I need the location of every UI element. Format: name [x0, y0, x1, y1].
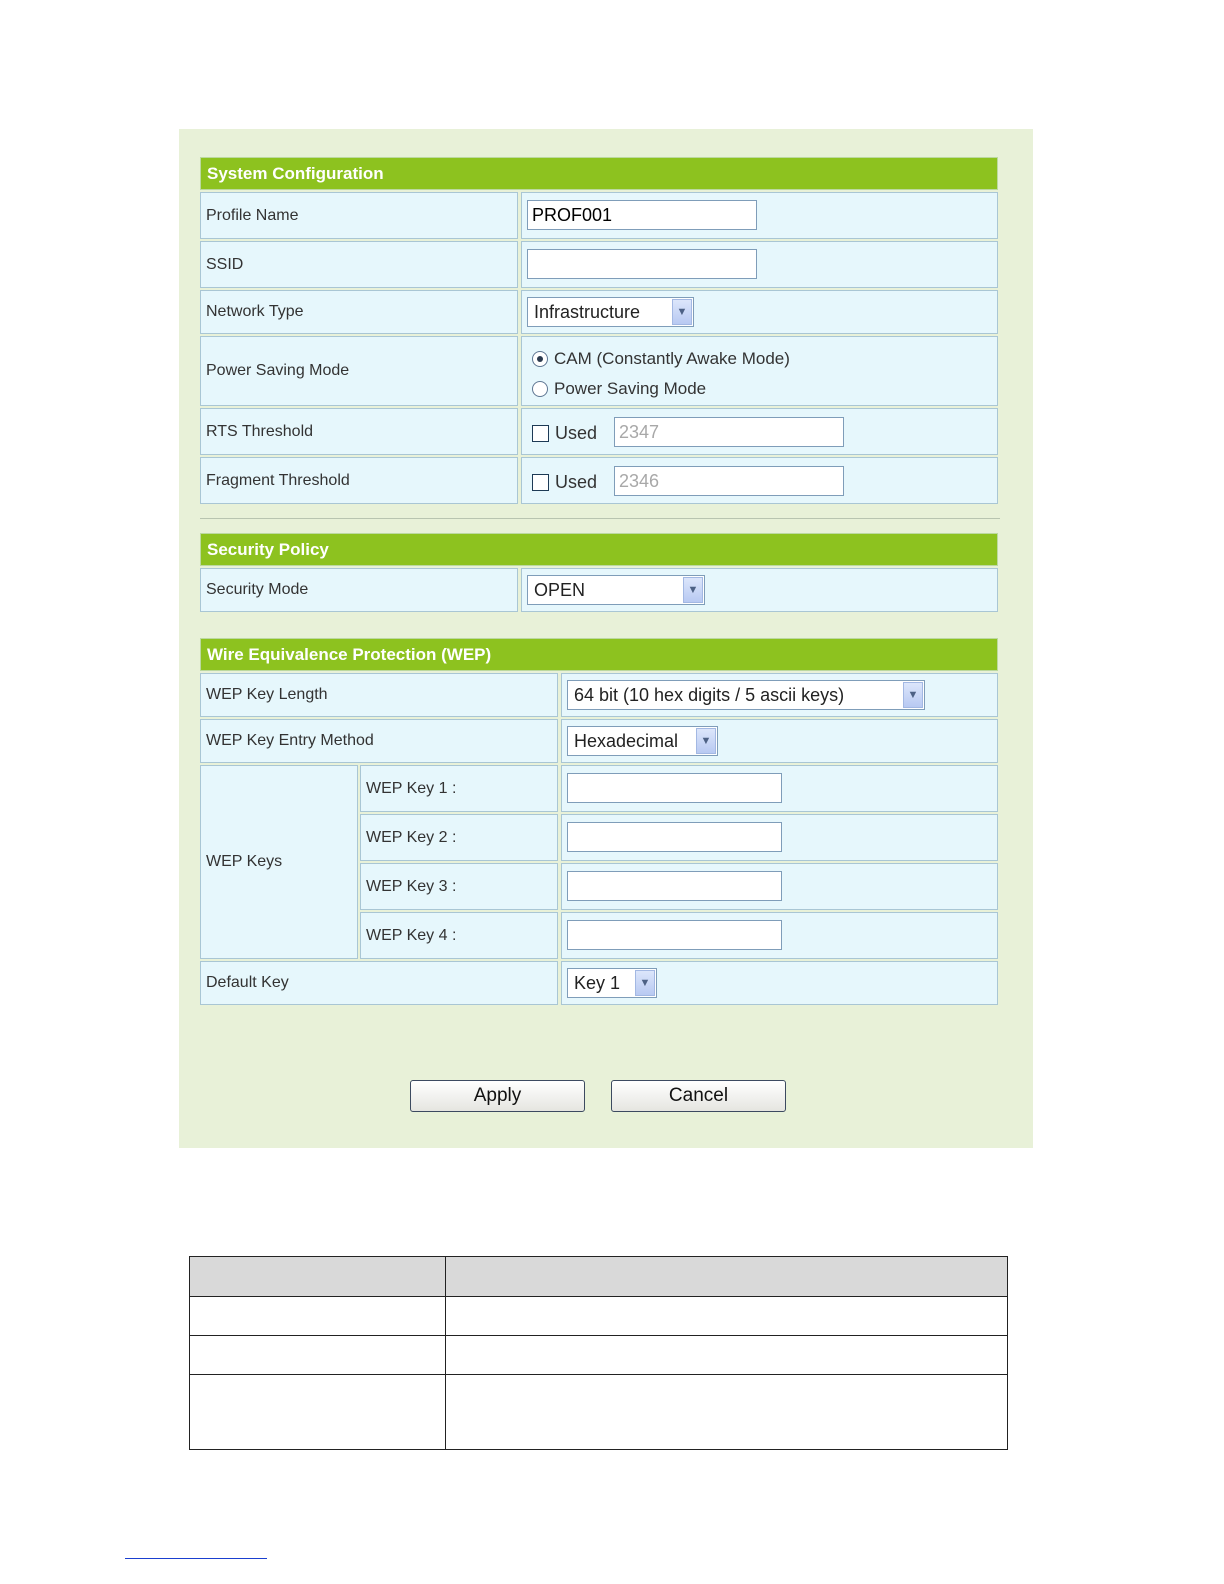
- chevron-down-icon[interactable]: ▼: [903, 682, 923, 708]
- security-mode-label-cell: [200, 568, 518, 612]
- ssid-label-cell: [200, 241, 518, 288]
- wep-entry-method-value-cell: [561, 719, 998, 763]
- table-row: [190, 1375, 1008, 1450]
- security-mode-value-cell: [521, 568, 998, 612]
- chevron-down-icon[interactable]: ▼: [635, 970, 655, 996]
- fragment-used-label: Used: [555, 472, 598, 492]
- security-policy-title: Security Policy: [207, 539, 329, 559]
- rts-threshold-input[interactable]: [614, 417, 844, 447]
- table-row: [190, 1336, 1008, 1375]
- network-type-value-cell: [521, 290, 998, 334]
- rts-threshold-label: RTS Threshold: [206, 422, 314, 440]
- wep-key4-input[interactable]: [567, 920, 782, 950]
- wep-key1-label-cell: [360, 765, 558, 812]
- power-saving-value-cell: [521, 336, 998, 406]
- wep-key-length-label: WEP Key Length: [206, 686, 328, 703]
- wep-key2-label: WEP Key 2 :: [366, 828, 457, 846]
- radio-unselected-icon[interactable]: [532, 381, 548, 397]
- wep-key3-label: WEP Key 3 :: [366, 877, 457, 895]
- wep-key-length-select[interactable]: [567, 680, 925, 710]
- power-option-cam-label: CAM (Constantly Awake Mode): [554, 349, 790, 368]
- profile-name-value-cell: [521, 192, 998, 239]
- power-option-psm[interactable]: [532, 374, 706, 404]
- wep-entry-method-selected: Hexadecimal: [574, 730, 679, 751]
- rts-threshold-value-cell: [521, 408, 998, 455]
- table-cell: [190, 1375, 446, 1450]
- wep-key1-label: WEP Key 1 :: [366, 779, 457, 797]
- chevron-down-icon[interactable]: ▼: [696, 728, 716, 754]
- wep-key1-value-cell: [561, 765, 998, 812]
- profile-name-label: Profile Name: [206, 206, 299, 224]
- wep-title: Wire Equivalence Protection (WEP): [207, 644, 492, 664]
- wep-key3-value-cell: [561, 863, 998, 910]
- table-header-row: [190, 1257, 1008, 1297]
- fragment-threshold-value-cell: [521, 457, 998, 504]
- rts-threshold-label-cell: [200, 408, 518, 455]
- wep-key-length-value-cell: [561, 673, 998, 717]
- footnote-rule: [125, 1558, 267, 1559]
- system-configuration-header: [200, 157, 998, 190]
- wep-header: [200, 638, 998, 671]
- wep-key2-label-cell: [360, 814, 558, 861]
- network-type-selected: Infrastructure: [534, 301, 641, 322]
- wep-key4-label: WEP Key 4 :: [366, 926, 457, 944]
- wep-keys-label-cell: [200, 765, 358, 959]
- default-key-label: Default Key: [206, 974, 289, 991]
- description-table: [189, 1256, 1008, 1450]
- power-option-cam[interactable]: [532, 344, 790, 374]
- fragment-threshold-label-cell: [200, 457, 518, 504]
- table-cell: [446, 1336, 1008, 1375]
- wep-key-length-selected: 64 bit (10 hex digits / 5 ascii keys): [574, 684, 845, 705]
- security-mode-selected: OPEN: [534, 579, 586, 600]
- chevron-down-icon[interactable]: ▼: [672, 299, 692, 325]
- table-row: [190, 1297, 1008, 1336]
- wep-key-length-label-cell: [200, 673, 558, 717]
- security-mode-label: Security Mode: [206, 581, 309, 598]
- default-key-label-cell: [200, 961, 558, 1005]
- profile-name-label-cell: [200, 192, 518, 239]
- radio-selected-icon[interactable]: [532, 351, 548, 367]
- table-header-cell: [446, 1257, 1008, 1297]
- ssid-input[interactable]: [527, 249, 757, 279]
- system-configuration-title: System Configuration: [207, 163, 384, 183]
- wep-key3-label-cell: [360, 863, 558, 910]
- wep-key3-input[interactable]: [567, 871, 782, 901]
- power-saving-label: Power Saving Mode: [206, 362, 350, 379]
- table-cell: [190, 1297, 446, 1336]
- table-cell: [446, 1297, 1008, 1336]
- apply-button[interactable]: Apply: [410, 1080, 585, 1112]
- fragment-used-checkbox[interactable]: [532, 474, 549, 491]
- default-key-select[interactable]: [567, 968, 657, 998]
- ssid-label: SSID: [206, 255, 244, 273]
- section-divider: [200, 518, 1000, 519]
- network-type-label-cell: [200, 290, 518, 334]
- rts-used-label: Used: [555, 423, 598, 443]
- default-key-value-cell: [561, 961, 998, 1005]
- table-cell: [446, 1375, 1008, 1450]
- wep-entry-method-label: WEP Key Entry Method: [206, 732, 374, 749]
- network-type-label: Network Type: [206, 303, 304, 320]
- wep-key4-value-cell: [561, 912, 998, 959]
- wep-key4-label-cell: [360, 912, 558, 959]
- wep-entry-method-select[interactable]: [567, 726, 718, 756]
- fragment-threshold-label: Fragment Threshold: [206, 471, 350, 489]
- security-mode-select[interactable]: [527, 575, 705, 605]
- wep-key2-value-cell: [561, 814, 998, 861]
- power-option-psm-label: Power Saving Mode: [554, 379, 707, 398]
- security-policy-header: [200, 533, 998, 566]
- table-cell: [190, 1336, 446, 1375]
- rts-used-checkbox[interactable]: [532, 425, 549, 442]
- table-header-cell: [190, 1257, 446, 1297]
- fragment-threshold-input[interactable]: [614, 466, 844, 496]
- network-type-select[interactable]: [527, 297, 694, 327]
- power-saving-label-cell: [200, 336, 518, 406]
- chevron-down-icon[interactable]: ▼: [683, 577, 703, 603]
- default-key-selected: Key 1: [574, 972, 621, 993]
- wep-entry-method-label-cell: [200, 719, 558, 763]
- wep-keys-label: WEP Keys: [206, 853, 283, 870]
- profile-name-input[interactable]: [527, 200, 757, 230]
- ssid-value-cell: [521, 241, 998, 288]
- cancel-button[interactable]: Cancel: [611, 1080, 786, 1112]
- wep-key2-input[interactable]: [567, 822, 782, 852]
- wep-key1-input[interactable]: [567, 773, 782, 803]
